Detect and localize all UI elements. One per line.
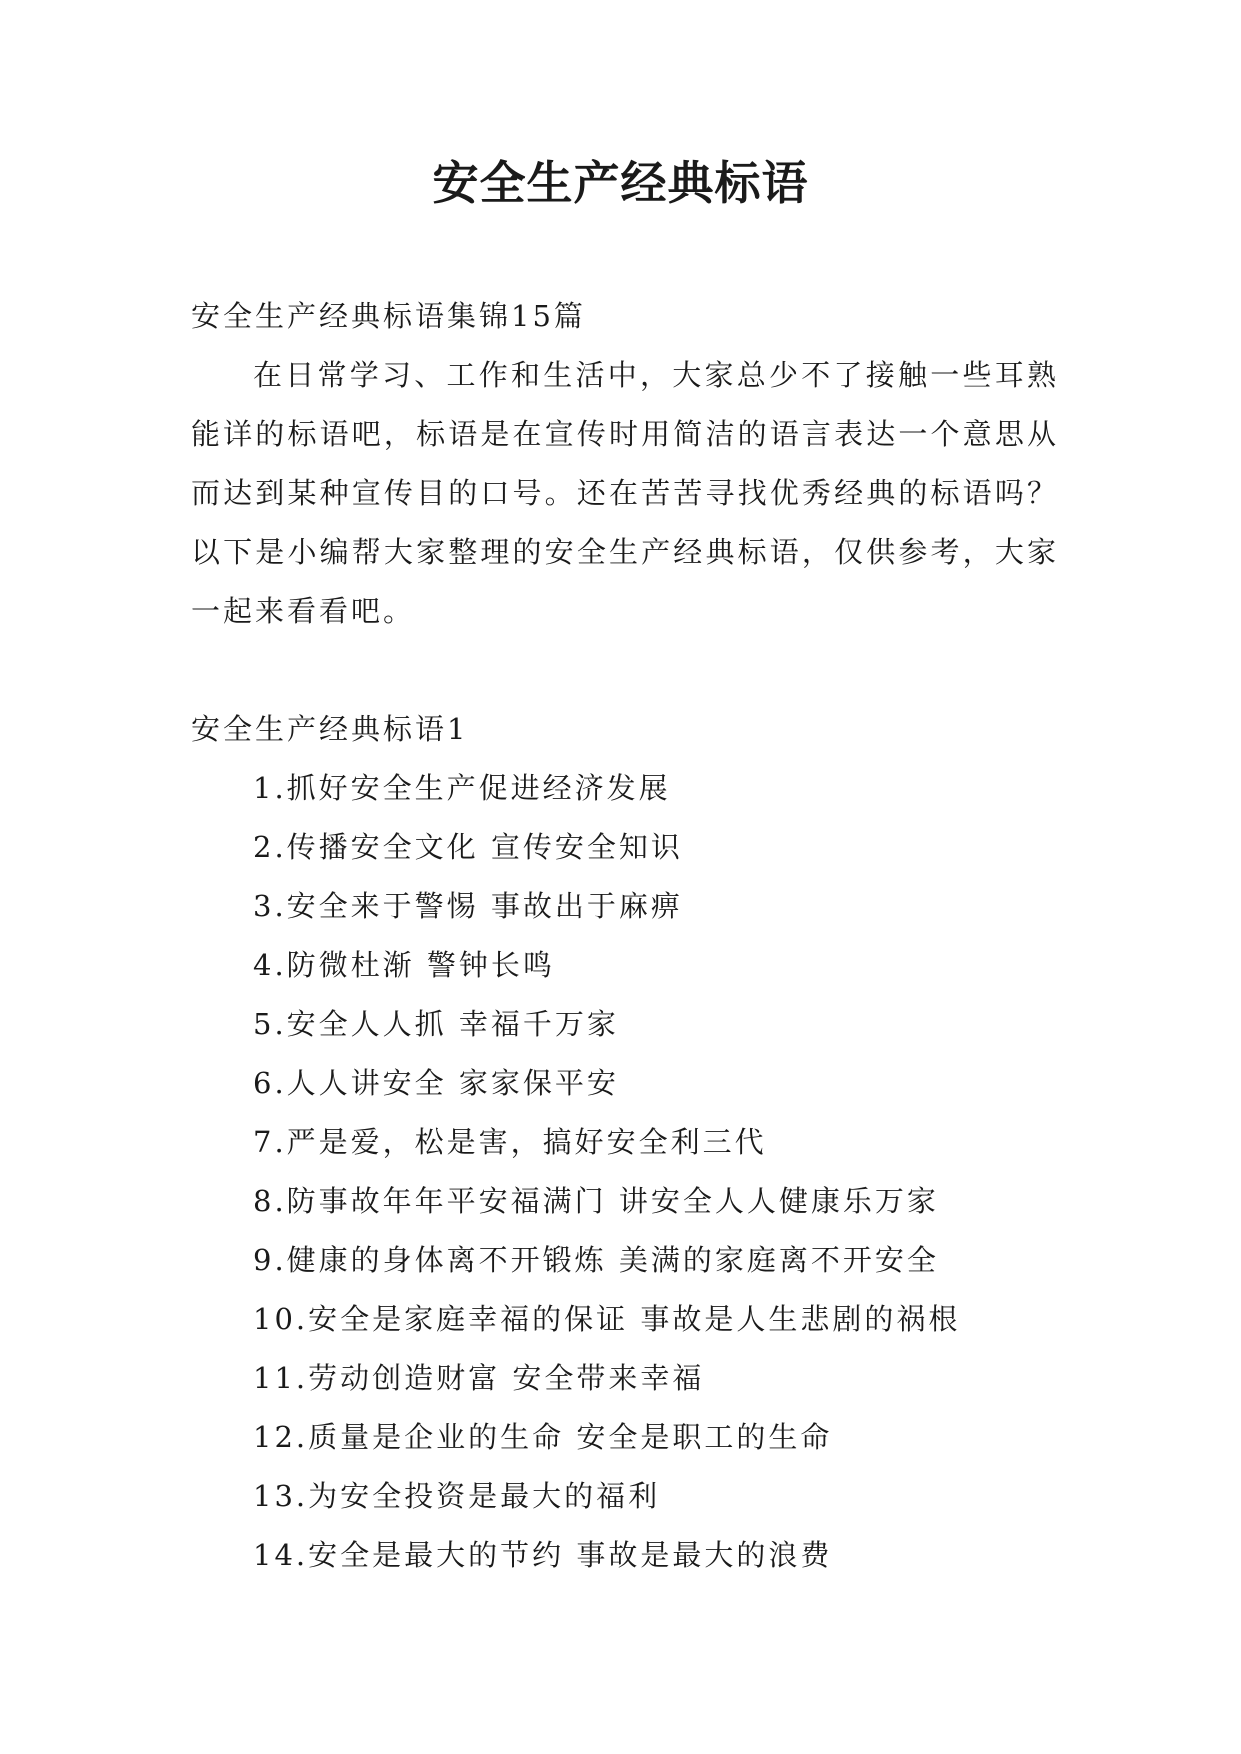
section-heading: 安全生产经典标语1 [191, 712, 469, 746]
slogan-item: 13.为安全投资是最大的福利 [253, 1479, 661, 1513]
slogan-list [191, 759, 1059, 1585]
paragraph-spacer [191, 641, 1059, 700]
slogan-item: 10.安全是家庭幸福的保证 事故是人生悲剧的祸根 [253, 1302, 961, 1336]
slogan-item: 5.安全人人抓 幸福千万家 [253, 1007, 619, 1041]
page-title: 安全生产经典标语 [432, 156, 809, 210]
slogan-item: 9.健康的身体离不开锻炼 美满的家庭离不开安全 [253, 1243, 939, 1277]
slogan-item: 1.抓好安全生产促进经济发展 [253, 771, 671, 805]
slogan-item: 11.劳动创造财富 安全带来幸福 [253, 1361, 705, 1395]
document-subtitle: 安全生产经典标语集锦15篇 [191, 299, 586, 333]
slogan-item: 14.安全是最大的节约 事故是最大的浪费 [253, 1538, 833, 1572]
intro-paragraph: 在日常学习、工作和生活中，大家总少不了接触一些耳熟能详的标语吧，标语是在宣传时用简洁的语言表达一个意思从而达到某种宣传目的口号。还在苦苦寻找优秀经典的标语吗？以下是小编帮大家整理的安全生产经典标语，仅供参考，大家一起来看看吧。 [191, 358, 1059, 628]
slogan-item: 6.人人讲安全 家家保平安 [253, 1066, 619, 1100]
document-body [191, 287, 1059, 1585]
slogan-item: 7.严是爱，松是害，搞好安全利三代 [253, 1125, 767, 1159]
slogan-item: 4.防微杜渐 警钟长鸣 [253, 948, 555, 982]
slogan-item: 3.安全来于警惕 事故出于麻痹 [253, 889, 683, 923]
slogan-item: 2.传播安全文化 宣传安全知识 [253, 830, 683, 864]
slogan-item: 12.质量是企业的生命 安全是职工的生命 [253, 1420, 833, 1454]
slogan-item: 8.防事故年年平安福满门 讲安全人人健康乐万家 [253, 1184, 939, 1218]
